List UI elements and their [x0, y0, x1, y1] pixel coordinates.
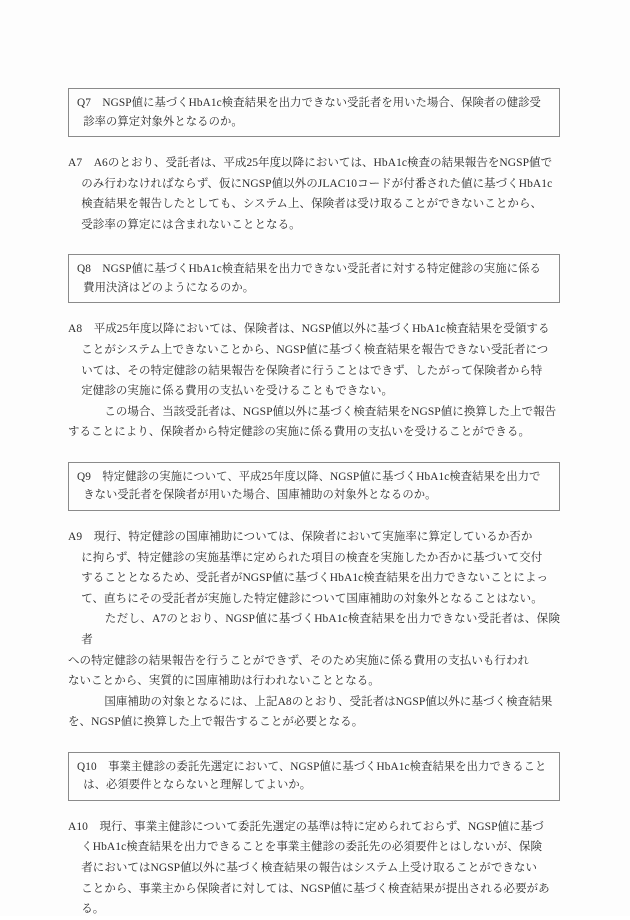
answer-line: ないことから、実質的に国庫補助は行われないこととなる。	[68, 675, 380, 688]
question-line: 診率の算定対象外となるのか。	[83, 115, 243, 128]
answer-line: て、直ちにその受託者が実施した特定健診について国庫補助の対象外となることはない。	[81, 592, 543, 605]
answer-line: A7 A6のとおり、受託者は、平成25年度以降においては、HbA1c検査の結果報告をNGSP値で	[68, 157, 553, 169]
spacer	[68, 443, 560, 462]
answer-line: 定健診の実施に係る費用の支払いを受けることもできない。	[81, 385, 394, 398]
answer-line: この場合、当該受託者は、NGSP値以外に基づく検査結果をNGSP値に換算した上で報告	[81, 405, 557, 418]
question-box-q9	[68, 462, 560, 511]
question-line: 費用決済はどのようになるのか。	[83, 281, 255, 294]
answer-line: A9 現行、特定健診の国庫補助については、保険者において実施率に算定しているか否か	[68, 530, 533, 543]
question-line: Q7 NGSP値に基づくHbA1c検査結果を出力できない受託者を用いた場合、保険者の健診受	[77, 97, 541, 109]
answer-line: る。	[81, 903, 105, 916]
spacer	[68, 733, 560, 752]
spacer	[68, 801, 560, 817]
answer-line: への特定健診の結果報告を行うことができず、そのため実施に係る費用の支払いも行われ	[68, 654, 530, 667]
answer-line: することとなるため、受託者がNGSP値に基づくHbA1c検査結果を出力できないことによっ	[81, 572, 549, 585]
answer-line: 国庫補助の対象となるには、上記A8のとおり、受託者はNGSP値以外に基づく検査結果	[81, 695, 553, 708]
answer-block-a8	[68, 319, 560, 443]
answer-line: A8 平成25年度以降においては、保険者は、NGSP値以外に基づくHbA1c検査結果を受領する	[68, 323, 550, 336]
spacer	[68, 511, 560, 527]
spacer	[68, 137, 560, 153]
answer-line: を、NGSP値に換算した上で報告することが必要となる。	[68, 716, 364, 729]
question-line: Q9 特定健診の実施について、平成25年度以降、NGSP値に基づくHbA1c検査結果を出力で	[77, 470, 541, 483]
question-line: Q8 NGSP値に基づくHbA1c検査結果を出力できない受託者に対する特定健診の実施に係る	[77, 263, 541, 276]
answer-line: に拘らず、特定健診の実施基準に定められた項目の検査を実施したか否かに基づいて交付	[81, 551, 543, 564]
answer-line: のみ行わなければならず、仮にNGSP値以外のJLAC10コードが付番された値に基づくHbA1c	[81, 177, 553, 190]
answer-line: ただし、A7のとおり、NGSP値に基づくHbA1c検査結果を出力できない受託者は、保険者	[81, 613, 560, 646]
answer-line: A10 現行、事業主健診について委託先選定の基準は特に定められておらず、NGSP値に基づ	[68, 820, 544, 833]
spacer	[68, 235, 560, 254]
answer-line: 者においてはNGSP値以外に基づく検査結果の報告はシステム上受け取ることができない	[81, 862, 538, 875]
answer-block-a9	[68, 527, 560, 733]
answer-line: ことがシステム上できないことから、NGSP値に基づく検査結果を報告できない受託者につ	[81, 343, 549, 356]
answer-line: することにより、保険者から特定健診の実施に係る費用の支払いを受けることができる。	[68, 426, 530, 439]
question-box-q10	[68, 752, 560, 801]
question-line: Q10 事業主健診の委託先選定において、NGSP値に基づくHbA1c検査結果を出力できること	[77, 760, 547, 773]
answer-line: ことから、事業主から保険者に対しては、NGSP値に基づく検査結果が提出される必要があ	[81, 882, 550, 895]
answer-block-a10	[68, 817, 560, 920]
question-line: は、必須要件とならないと理解してよいか。	[83, 779, 312, 792]
answer-line: くHbA1c検査結果を出力できることを事業主健診の委託先の必須要件とはしないが、保険	[81, 841, 543, 854]
question-box-q8	[68, 254, 560, 303]
answer-line: いては、その特定健診の結果報告を保険者に行うことはできず、したがって保険者から特	[81, 364, 543, 377]
spacer	[68, 303, 560, 319]
question-line: きない受託者を保険者が用いた場合、国庫補助の対象外となるのか。	[83, 489, 437, 502]
answer-block-a7	[68, 153, 560, 235]
answer-line: 受診率の算定には含まれないこととなる。	[81, 218, 301, 231]
answer-line: 検査結果を報告したとしても、システム上、保険者は受け取ることができないことから、	[81, 198, 543, 211]
question-box-q7	[68, 88, 560, 137]
